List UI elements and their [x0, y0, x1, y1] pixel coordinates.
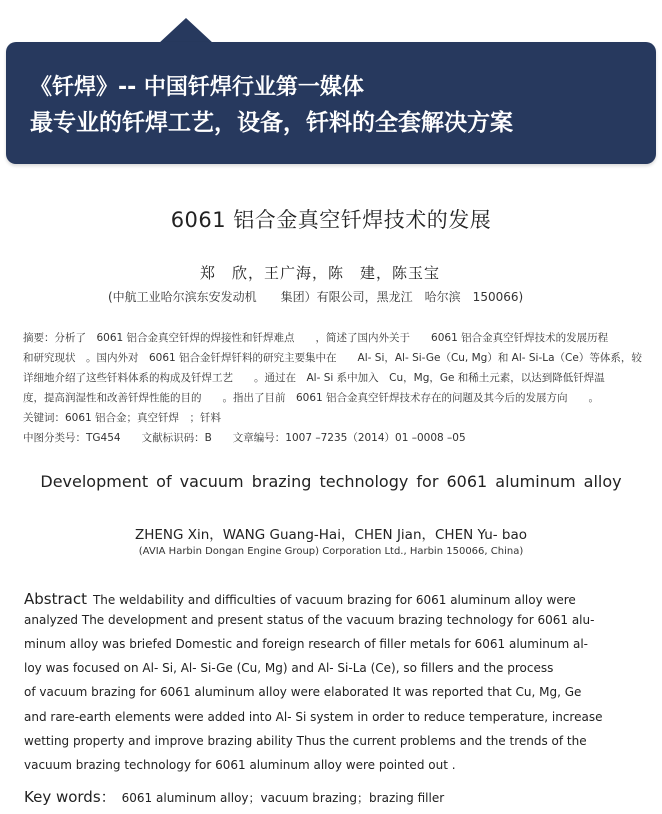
- authors-cn: 郑 欣，王广海，陈 建，陈玉宝: [200, 264, 441, 282]
- abstract-en-line: analyzed The development and present status of the vacuum brazing technology for 6061 alu-: [24, 613, 595, 627]
- affiliation-en: (AVIA Harbin Dongan Engine Group) Corporation Ltd., Harbin 150066, China): [138, 546, 524, 557]
- abstract-en-line: vacuum brazing technology for 6061 aluminum alloy were pointed out .: [24, 758, 456, 772]
- abstract-cn-line: 摘要：分析了 6061 铝合金真空钎焊的焊接性和钎焊难点 ，简述了国内外关于 6061 铝合金真空钎焊技术的发展历程: [23, 332, 609, 344]
- keywords-en: [24, 786, 444, 807]
- abstract-en-line: wetting property and improve brazing ability Thus the current problems and the trends of the: [24, 734, 587, 748]
- banner-headline: 《钎焊》-- 中国钎焊行业第一媒体: [30, 75, 364, 100]
- abstract-en-line: and rare-earth elements were added into Al- Si system in order to reduce temperature, increase: [24, 710, 603, 724]
- paper-title-en: Development of vacuum brazing technology for 6061 aluminum alloy: [40, 472, 622, 491]
- authors-en: ZHENG Xin，WANG Guang-Hai，CHEN Jian，CHEN Yu- bao: [134, 527, 528, 543]
- paper-title-cn: 6061 铝合金真空钎焊技术的发展: [170, 208, 492, 232]
- abstract-en-line: [24, 590, 576, 608]
- classification-cn: 中图分类号：TG454 文献标识码：B 文章编号：1007 –7235（2014）01 –0008 –05: [23, 432, 466, 444]
- abstract-en-line: minum alloy was briefed Domestic and foreign research of filler metals for 6061 aluminum al-: [24, 637, 589, 651]
- keywords-value: 6061 aluminum alloy；vacuum brazing；brazing filler: [121, 791, 445, 805]
- abstract-cn-line: 和研究现状 。国内外对 6061 铝合金钎焊钎料的研究主要集中在 Al- Si，Al- Si-Ge（Cu, Mg）和 Al- Si-La（Ce）等体系，较: [23, 352, 642, 364]
- keywords-cn: 关键词：6061 铝合金；真空钎焊 ；钎料: [23, 412, 222, 424]
- banner-pointer: [158, 18, 214, 44]
- banner-subheadline: 最专业的钎焊工艺，设备，钎料的全套解决方案: [30, 110, 513, 136]
- abstract-label: Abstract: [24, 590, 87, 608]
- promo-banner: [6, 42, 656, 164]
- abstract-en-text: The weldability and difficulties of vacuum brazing for 6061 aluminum alloy were: [92, 593, 576, 607]
- affiliation-cn: (中航工业哈尔滨东安发动机 集团）有限公司，黑龙江 哈尔滨 150066): [108, 290, 524, 304]
- abstract-cn-line: 度，提高润湿性和改善钎焊性能的目的 。指出了目前 6061 铝合金真空钎焊技术存在的问题及其今后的发展方向 。: [23, 392, 600, 404]
- abstract-en-line: loy was focused on Al- Si, Al- Si-Ge (Cu, Mg) and Al- Si-La (Ce), so fillers and the process: [24, 661, 554, 675]
- keywords-label: Key words：: [24, 788, 116, 806]
- abstract-en-line: of vacuum brazing for 6061 aluminum alloy were elaborated It was reported that Cu, Mg, Ge: [24, 685, 582, 699]
- abstract-cn-line: 详细地介绍了这些钎料体系的构成及钎焊工艺 。通过在 Al- Si 系中加入 Cu，Mg，Ge 和稀土元素，以达到降低钎焊温: [23, 372, 605, 384]
